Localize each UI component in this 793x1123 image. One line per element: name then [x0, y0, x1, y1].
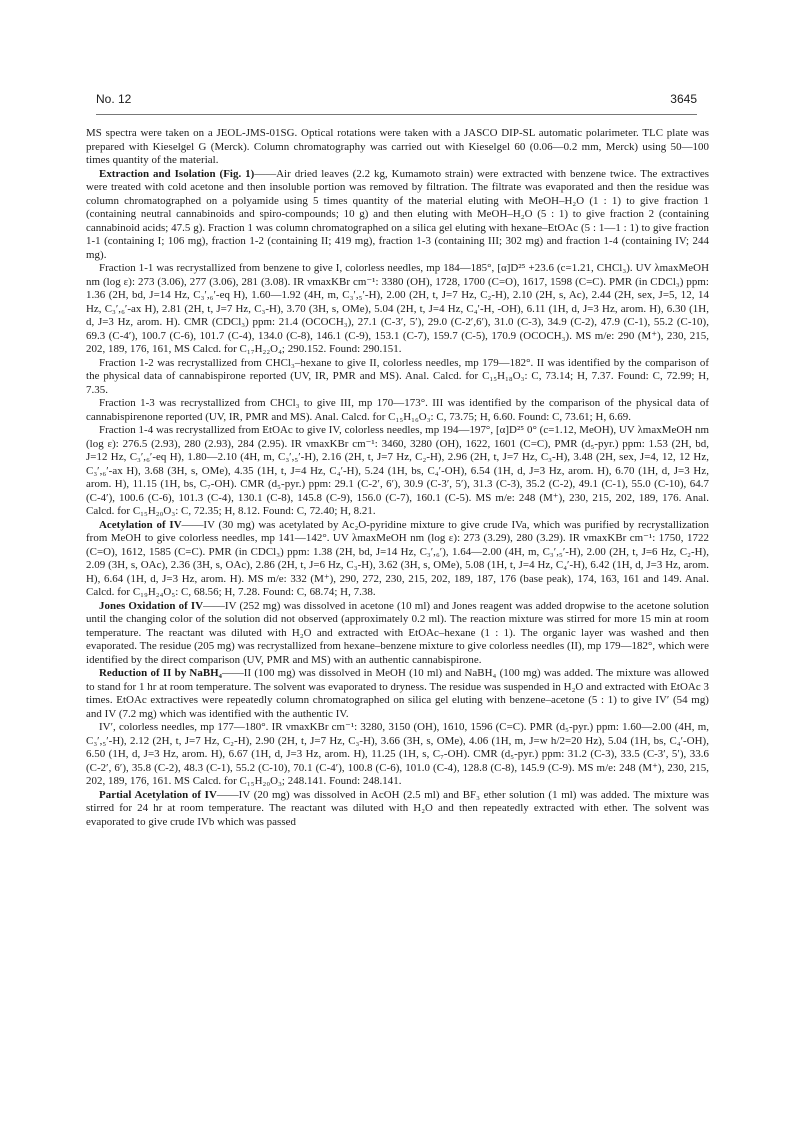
paragraph-fraction-1-4: Fraction 1-4 was recrystallized from EtOAc to give IV, colorless needles, mp 194—197°, [α]D²⁵ 0° (c=1.12, MeOH), UV λmaxMeOH nm (log ε): 276.5 (2.93), 280 (2.93), 284 (2.95). IR νmaxKBr cm⁻¹: 3460, 3280 (OH), 1622, 1601 (C=C), PMR (d₅-pyr.) ppm: 1.53 (2H, bd, J=12 Hz, C₃′,₆′-eq H), 1.80—2.10 (4H, m, C₃′,₅′-H), 2.16 (2H, t, J=7 Hz, C₂-H), 2.96 (2H, t, J=7 Hz, C₃-H), 3.48 (2H, sex, J=4, 12, 12 Hz, C₃′,₆′-ax H), 3.68 (3H, s, OMe), 4.35 (1H, t, J=4 Hz, C₄′-H), 5.24 (1H, bs, C₄′-OH), 6.54 (1H, d, J=3 Hz, arom. H), 6.70 (1H, d, J=3 Hz, arom. H), 11.15 (1H, bs, C₇-OH). CMR (d₅-pyr.) ppm: 29.1 (C-2′, 6′), 30.9 (C-3′, 5′), 31.3 (C-3), 35.2 (C-2), 49.1 (C-1), 55.0 (C-10), 64.7 (C-4′), 100.6 (C-6), 101.3 (C-4), 130.1 (C-8), 145.8 (C-9), 156.0 (C-7), 160.1 (C-5). MS m/e: 248 (M⁺), 230, 215, 202, 189, 176. Anal. Calcd. for C₁₅H₂₀O₃: C, 72.35; H, 8.12. Found: C, 72.40; H, 8.21.	[86, 424, 709, 517]
page-header	[96, 92, 697, 106]
section-heading: Reduction of II by NaBH₄	[99, 667, 222, 679]
paragraph-iv-prime: IV′, colorless needles, mp 177—180°. IR νmaxKBr cm⁻¹: 3280, 3150 (OH), 1610, 1596 (C=C). PMR (d₅-pyr.) ppm: 1.60—2.00 (4H, m, C₃′,₅′-H), 2.12 (2H, t, J=7 Hz, C₂-H), 2.90 (2H, t, J=7 Hz, C₃-H), 3.66 (3H, s, OMe), 4.06 (1H, m, J=w h/2=20 Hz), 5.04 (1H, bs, C₄′-OH), 6.50 (1H, d, J=3 Hz, arom. H), 6.67 (1H, d, J=3 Hz, arom. H), 11.25 (1H, s, C₇-OH). CMR (d₅-pyr.) ppm: 31.2 (C-3), 33.5 (C-3′, 5′), 33.6 (C-2′, 6′), 35.8 (C-2), 48.3 (C-1), 55.2 (C-10), 70.1 (C-4′), 100.8 (C-6), 101.0 (C-4), 128.8 (C-8), 145.9 (C-9). MS m/e: 248 (M⁺), 230, 215, 202, 189, 176, 161. MS Calcd. for C₁₅H₂₀O₃; 248.141. Found: 248.141.	[86, 721, 709, 787]
section-heading: Extraction and Isolation (Fig. 1)	[99, 167, 255, 180]
paragraph-partial-acetylation: Partial Acetylation of IV——IV (20 mg) was dissolved in AcOH (2.5 ml) and BF₃ ether solution (1 ml) was added. The mixture was stirred for 24 hr at room temperature. The reactant was diluted with H₂O and then repeatedly extracted with ether. The solvent was evaporated to give crude IVb which was passed	[86, 788, 709, 828]
issue-number: No. 12	[96, 92, 132, 106]
paragraph-extraction: Extraction and Isolation (Fig. 1)——Air dried leaves (2.2 kg, Kumamoto strain) were extracted with benzene twice. The extractives were treated with cold acetone and then insoluble portion was removed by filtration. The filtrate was evaporated and then the residue was column chromatographed on a polyamide using 5 times quantity of the material eluting with MeOH–H₂O (1 : 1) to give fraction 1 (containing neutral cannabinoids and spiro-compounds; 10 g) and then eluting with MeOH–H₂O (5 : 1) to give fraction 2 (containing cannabinoid acids; 47.5 g). Fraction 1 was column chromatographed on a silica gel eluting with hexane–EtOAc (5 : 1—1 : 1) to give fraction 1-1 (containing I; 106 mg), fraction 1-2 (containing II; 419 mg), fraction 1-3 (containing III; 302 mg) and fraction 1-4 (containing IV; 244 mg).	[86, 167, 710, 261]
paragraph-reduction: Reduction of II by NaBH₄——II (100 mg) was dissolved in MeOH (10 ml) and NaBH₄ (100 mg) was added. The mixture was allowed to stand for 1 hr at room temperature. The solvent was evaporated to dryness. The residue was suspended in H₂O and extracted with EtOAc 3 times. EtOAc extractives were repeatedly column chromatographed on silica gel eluting with benzene–acetone (5 : 1) to give IV′ (54 mg) and IV (7.2 mg) which was identified with the authentic IV.	[86, 667, 709, 720]
paragraph-instruments: MS spectra were taken on a JEOL-JMS-01SG. Optical rotations were taken with a JASCO DIP-SL automatic polarimeter. TLC plate was prepared with Kieselgel G (Merck). Column chromatography was carried out with Kieselgel 60 (0.06—0.2 mm, Merck) using 50—100 times quantity of the material.	[86, 127, 709, 166]
experimental-text	[86, 127, 709, 829]
paragraph-fraction-1-2: Fraction 1-2 was recrystallized from CHCl₃–hexane to give II, colorless needles, mp 179—182°. II was identified by the comparison of the physical data of cannabispirone reported (UV, IR, PMR and MS). Anal. Calcd. for C₁₅H₁₈O₃: C, 73.14; H, 7.37. Found: C, 72.99; H, 7.35.	[86, 356, 709, 396]
paragraph-fraction-1-1: Fraction 1-1 was recrystallized from benzene to give I, colorless needles, mp 184—185°, [α]D²⁵ +23.6 (c=1.21, CHCl₃). UV λmaxMeOH nm (log ε): 273 (3.06), 277 (3.06), 281 (3.08). IR νmaxKBr cm⁻¹: 3380 (OH), 1728, 1700 (C=O), 1617, 1598 (C=C). PMR (in CDCl₃) ppm: 1.36 (2H, bd, J=14 Hz, C₃′,₆′-eq H), 1.60—1.92 (4H, m, C₃′,₅′-H), 2.00 (2H, t, J=7 Hz, C₂-H), 2.10 (2H, s, Ac), 2.44 (2H, sex, J=5, 12, 14 Hz, C₃′,₆′-ax H), 2.81 (2H, t, J=7 Hz, C₃-H), 3.70 (3H, s, OMe), 5.04 (2H, t, J=4 Hz, C₄′-H, -OH), 6.11 (1H, d, J=3 Hz, arom. H), 6.30 (1H, d, J=3 Hz, arom. H). CMR (CDCl₃) ppm: 21.4 (OCOCH₃), 27.1 (C-3′, 5′), 29.0 (C-2′,6′), 31.0 (C-3), 34.9 (C-2), 47.9 (C-1), 55.2 (C-10), 69.3 (C-4′), 100.7 (C-6), 101.7 (C-4), 134.0 (C-8), 146.1 (C-9), 153.1 (C-7), 159.7 (C-5), 170.9 (OCOCH₃). MS m/e: 290 (M⁺), 230, 215, 202, 189, 176, 161, MS Calcd. for C₁₇H₂₂O₄; 290.152. Found: 290.151.	[86, 262, 709, 355]
section-heading: Jones Oxidation of IV	[99, 599, 204, 612]
section-heading: Partial Acetylation of IV	[99, 788, 217, 801]
paragraph-acetylation: Acetylation of IV——IV (30 mg) was acetylated by Ac₂O-pyridine mixture to give crude IVa, which was purified by recrystallization from MeOH to give colorless needles, mp 141—142°. UV λmaxMeOH nm (log ε): 273 (3.29), 280 (3.29). IR νmaxKBr cm⁻¹: 1750, 1722 (C=O), 1612, 1585 (C=C). PMR (in CDCl₃) ppm: 1.38 (2H, bd, J=14 Hz, C₃′,₆′), 1.64—2.00 (4H, m, C₃′,₅′-H), 2.00 (2H, t, J=6 Hz, C₂-H), 2.09 (3H, s, OAc), 2.36 (3H, s, OAc), 2.86 (2H, t, J=6 Hz, C₃-H), 3.62 (3H, s, OMe), 5.08 (1H, t, J=4 Hz, C₄′-H), 6.42 (1H, d, J=3 Hz, arom. H), 6.64 (1H, d, J=3 Hz, arom. H). MS m/e: 332 (M⁺), 290, 272, 230, 215, 202, 189, 187, 176 (base peak), 174, 163, 161 and 149. Anal. Calcd. for C₁₉H₂₄O₅: C, 68.56; H, 7.28. Found: C, 68.74; H, 7.38.	[86, 518, 709, 598]
section-heading: Acetylation of IV	[99, 518, 182, 531]
paragraph-fraction-1-3: Fraction 1-3 was recrystallized from CHCl₃ to give III, mp 170—173°. III was identified by the comparison of the physical data of cannabispirenone reported (UV, IR, PMR and MS). Anal. Calcd. for C₁₅H₁₆O₃: C, 73.75; H, 6.60. Found: C, 73.61; H, 6.69.	[86, 397, 709, 423]
paragraph-jones-oxidation: Jones Oxidation of IV——IV (252 mg) was dissolved in acetone (10 ml) and Jones reagent was added dropwise to the acetone solution until the changing color of the solution did not observed (approximately 0.2 ml). The reaction mixture was stirred for more 15 min at room temperature. The reactant was diluted with H₂O and extracted with EtOAc–hexane (1 : 1). The organic layer was washed and then evaporated. The residue (205 mg) was recrystallized from hexane–benzene mixture to give colorless needles (II), mp 179—182°, which were identified by the direct comparison (UV, PMR and MS) with an authentic cannabispirone.	[86, 599, 709, 666]
header-rule	[96, 114, 697, 115]
page-number: 3645	[670, 92, 697, 106]
